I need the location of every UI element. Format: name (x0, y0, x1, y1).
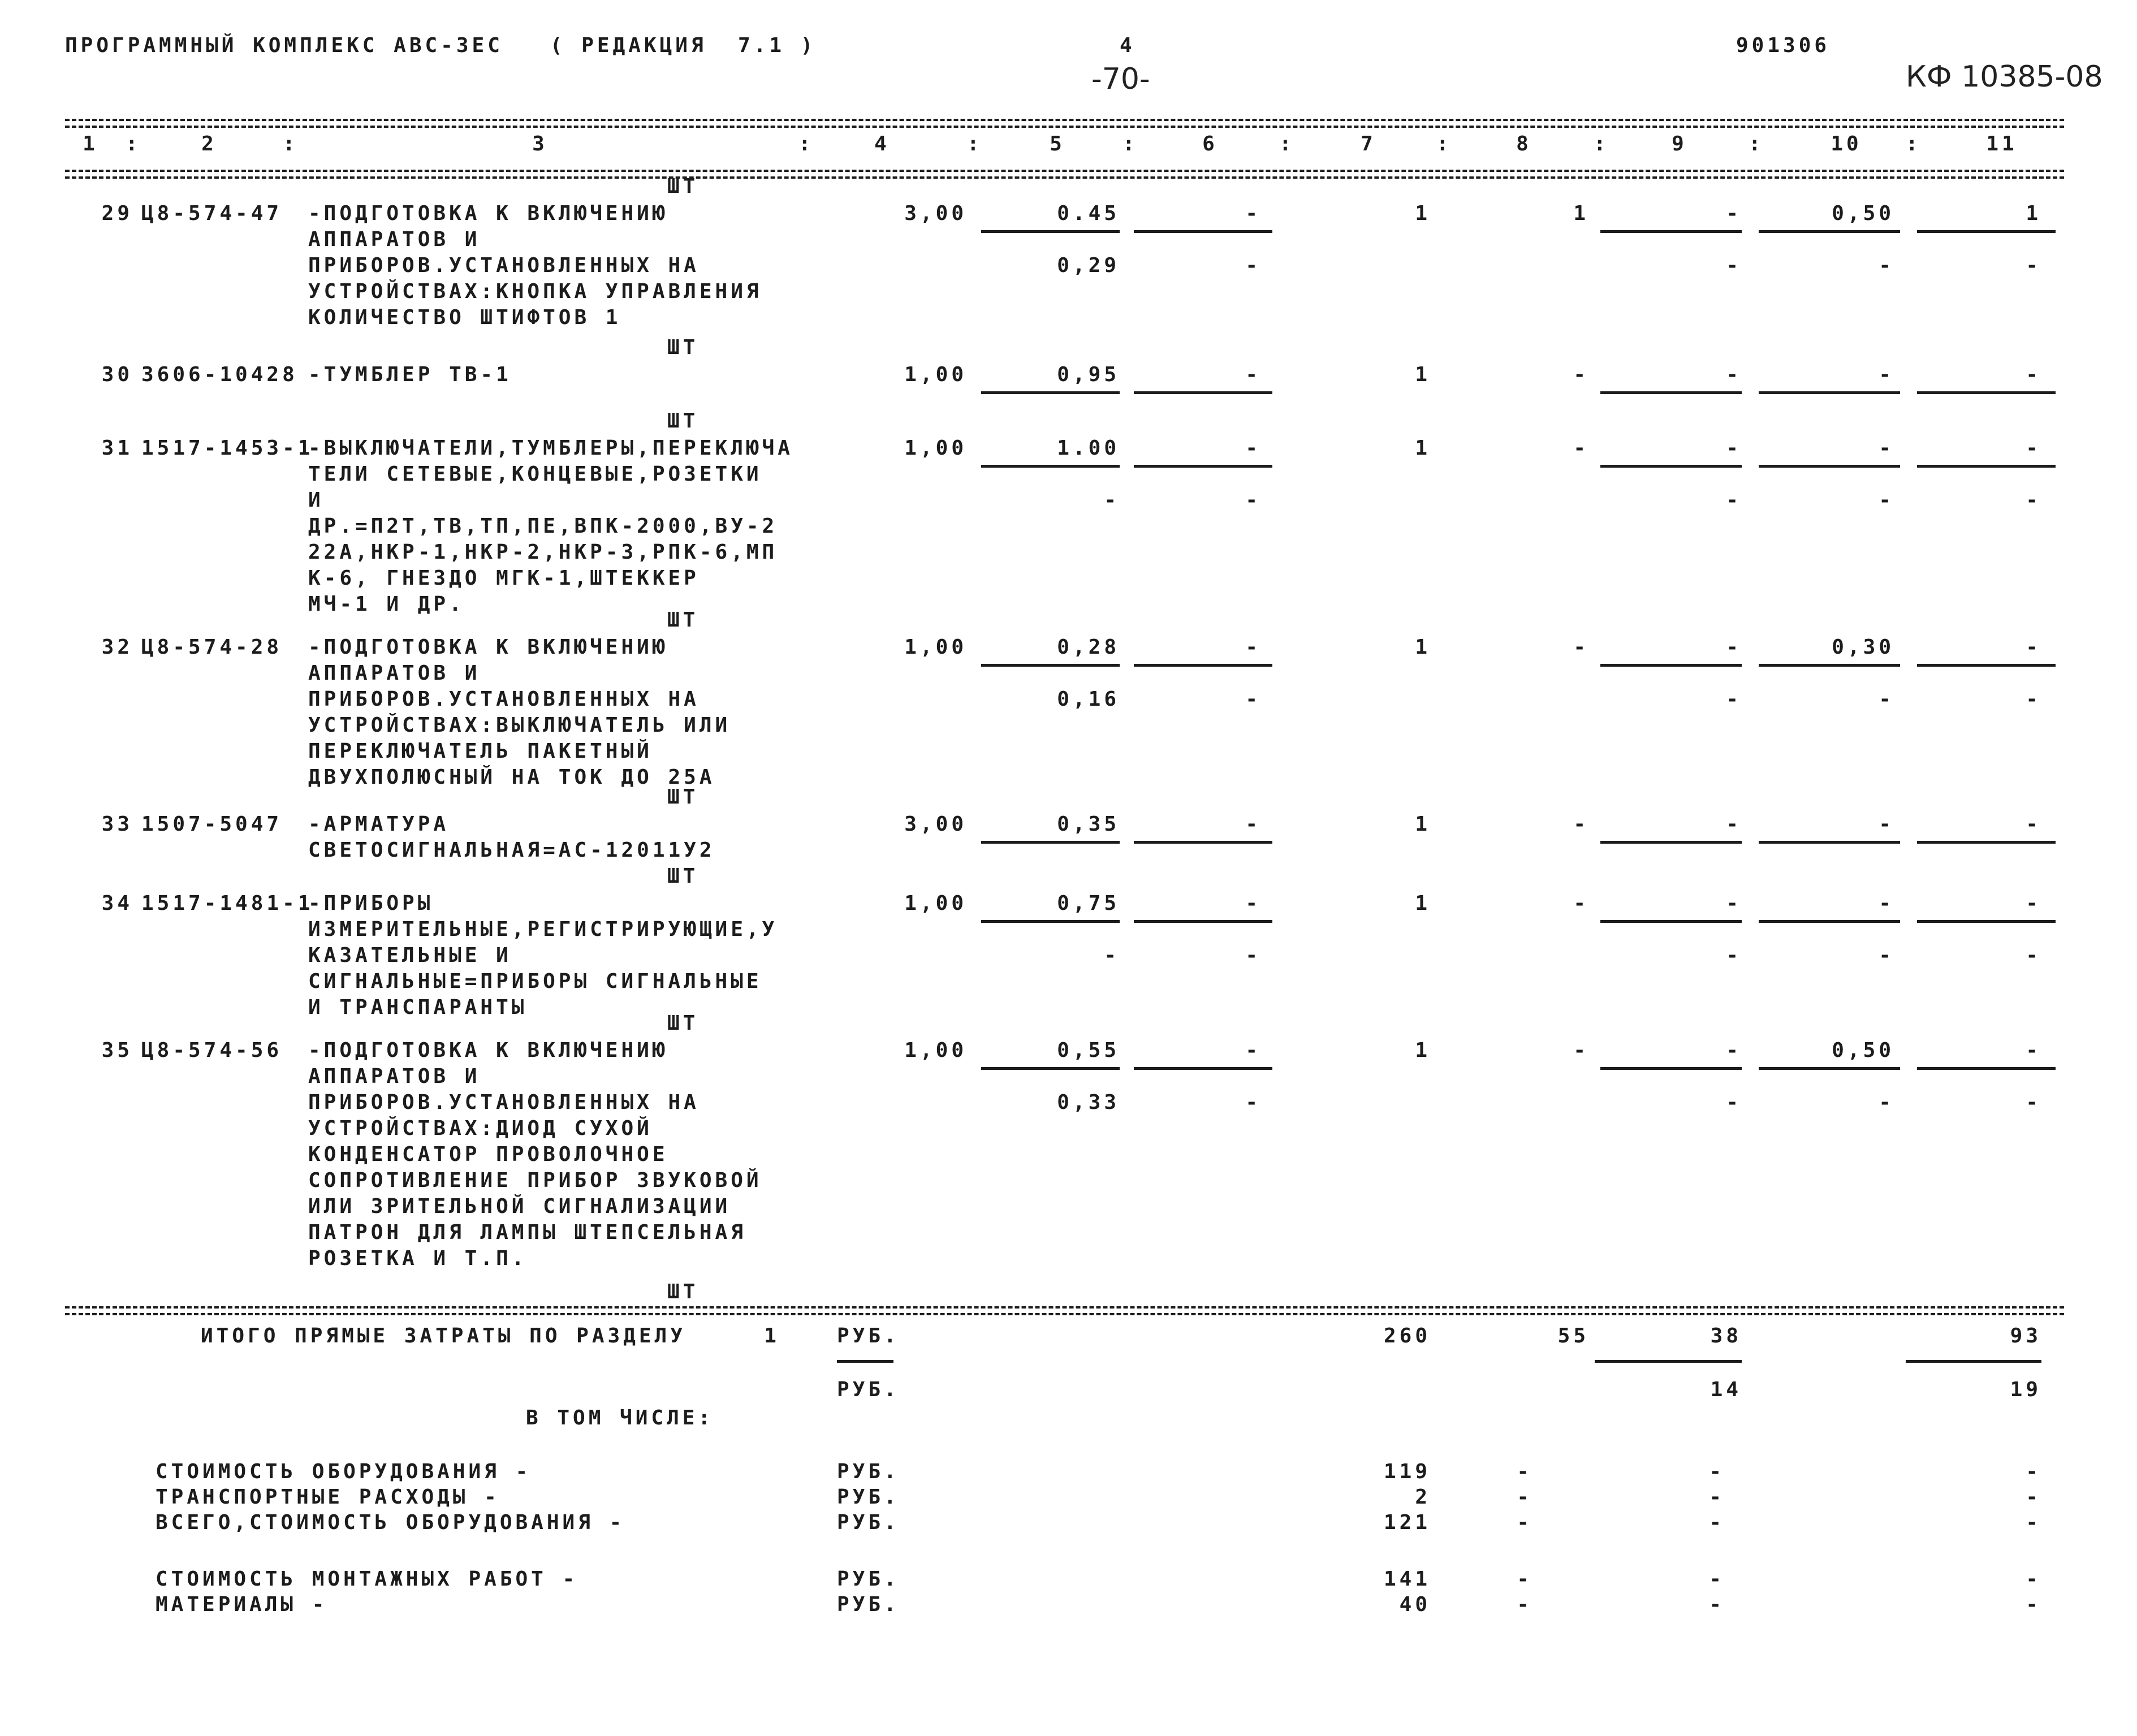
totals-rule-2 (65, 1313, 2064, 1315)
cell-col6: - (1245, 813, 1261, 836)
cell-divider (981, 391, 1120, 394)
totals-col8: 55 (1557, 1324, 1589, 1348)
cell-col8: - (1573, 363, 1589, 386)
cell-col9-second: - (1726, 944, 1742, 967)
summary-col11: - (2026, 1460, 2041, 1483)
cell-col5: 0,28 (1057, 636, 1120, 659)
col-header-4: 4 (874, 132, 890, 156)
cell-col8: - (1573, 437, 1589, 460)
cell-col9: - (1726, 892, 1742, 915)
program-title: ПРОГРАММНЫЙ КОМПЛЕКС АВС-ЗЕС ( РЕДАКЦИЯ 7.1 ) (65, 34, 817, 57)
cell-divider (1600, 391, 1742, 394)
summary-col9: - (1709, 1511, 1725, 1534)
cell-divider (981, 465, 1120, 468)
col-header-5: 5 (1050, 132, 1065, 156)
row-description: -ПОДГОТОВКА К ВКЛЮЧЕНИЮ АППАРАТОВ И ПРИБОРОВ.УСТАНОВЛЕННЫХ НА УСТРОЙСТВАХ:ВЫКЛЮЧАТЕЛЬ ИЛИ ПЕРЕКЛЮЧАТЕЛЬ ПАКЕТНЫЙ ДВУХПОЛЮСНЫЙ НА ТОК ДО 25А (308, 636, 731, 789)
cell-col10: - (1879, 892, 1894, 915)
row-description: -ПОДГОТОВКА К ВКЛЮЧЕНИЮ АППАРАТОВ И ПРИБОРОВ.УСТАНОВЛЕННЫХ НА УСТРОЙСТВАХ:КНОПКА УПРАВЛЕНИЯ КОЛИЧЕСТВО ШТИФТОВ 1 (308, 202, 762, 329)
cell-col4: 1,00 (904, 636, 967, 659)
cell-col7: 1 (1415, 363, 1431, 386)
cell-col5-second: - (1104, 489, 1120, 512)
cell-col5-second: 0,33 (1057, 1091, 1120, 1114)
row-number: 35 (101, 1039, 133, 1062)
summary-col9: - (1709, 1567, 1725, 1591)
cell-divider (1600, 841, 1742, 844)
header-rule-bottom (65, 170, 2064, 172)
cell-col10: 0,30 (1832, 636, 1894, 659)
cell-divider (981, 920, 1120, 923)
handwritten-document-code: КФ 10385-08 (1906, 60, 2103, 94)
cell-col10-second: - (1879, 688, 1894, 711)
cell-divider (1134, 1067, 1272, 1070)
cell-col9-second: - (1726, 254, 1742, 277)
cell-divider (1600, 920, 1742, 923)
cell-col8: - (1573, 636, 1589, 659)
cell-divider (1759, 664, 1900, 667)
cell-divider (1134, 230, 1272, 233)
unit-label: ШТ (667, 1012, 699, 1035)
summary-col7: 2 (1415, 1485, 1431, 1509)
cell-divider (1600, 1067, 1742, 1070)
cell-col9: - (1726, 363, 1742, 386)
cell-divider (981, 230, 1120, 233)
cell-col9-second: - (1726, 1091, 1742, 1114)
cell-col5: 0,95 (1057, 363, 1120, 386)
including-label: В ТОМ ЧИСЛЕ: (526, 1406, 714, 1430)
summary-label: МАТЕРИАЛЫ - (156, 1593, 328, 1616)
cell-divider (1759, 230, 1900, 233)
cell-col11: 1 (2026, 202, 2041, 225)
cell-col11: - (2026, 636, 2041, 659)
cell-divider (1759, 1067, 1900, 1070)
cell-col9: - (1726, 813, 1742, 836)
cell-divider (1134, 391, 1272, 394)
cell-col7: 1 (1415, 202, 1431, 225)
summary-col11: - (2026, 1567, 2041, 1591)
cell-divider (1134, 841, 1272, 844)
cell-col10-second: - (1879, 489, 1894, 512)
cell-col6-second: - (1245, 944, 1261, 967)
cell-divider (1134, 465, 1272, 468)
col-header-3: 3 (532, 132, 548, 156)
row-description: -ТУМБЛЕР ТВ-1 (308, 363, 512, 386)
summary-currency: РУБ. (837, 1485, 900, 1509)
summary-col8: - (1517, 1567, 1532, 1591)
col-header-7: 7 (1361, 132, 1376, 156)
cell-col6-second: - (1245, 254, 1261, 277)
summary-currency: РУБ. (837, 1593, 900, 1616)
cell-col5-second: 0,16 (1057, 688, 1120, 711)
header-rule-bottom-2 (65, 176, 2064, 179)
totals-col7: 260 (1383, 1324, 1431, 1348)
cell-divider (1917, 230, 2056, 233)
totals-col11-b: 19 (2010, 1378, 2041, 1401)
cell-col11: - (2026, 1039, 2041, 1062)
summary-label: ТРАНСПОРТНЫЕ РАСХОДЫ - (156, 1485, 500, 1509)
unit-label: ШТ (667, 409, 699, 433)
col-header-10: 10 (1831, 132, 1862, 156)
cell-col9: - (1726, 636, 1742, 659)
cell-col4: 1,00 (904, 892, 967, 915)
summary-currency: РУБ. (837, 1511, 900, 1534)
row-description: -ВЫКЛЮЧАТЕЛИ,ТУМБЛЕРЫ,ПЕРЕКЛЮЧА ТЕЛИ СЕТЕВЫЕ,КОНЦЕВЫЕ,РОЗЕТКИ И ДР.=П2Т,ТВ,ТП,ПЕ,ВПК-2000,ВУ-2 22А,НКР-1,НКР-2,НКР-3,РПК-6,МП К-6, ГНЕЗДО МГК-1,ШТЕККЕР МЧ-1 И ДР. (308, 437, 793, 616)
cell-col5-second: - (1104, 944, 1120, 967)
cell-col7: 1 (1415, 437, 1431, 460)
summary-currency: РУБ. (837, 1460, 900, 1483)
cell-col4: 3,00 (904, 202, 967, 225)
cell-divider (1134, 920, 1272, 923)
cell-divider (1917, 1067, 2056, 1070)
cell-divider (1759, 465, 1900, 468)
summary-col7: 40 (1399, 1593, 1431, 1616)
cell-divider (1917, 465, 2056, 468)
cell-col4: 1,00 (904, 437, 967, 460)
cell-col9-second: - (1726, 688, 1742, 711)
summary-col11: - (2026, 1511, 2041, 1534)
summary-col11: - (2026, 1485, 2041, 1509)
summary-col9: - (1709, 1460, 1725, 1483)
cell-divider (1917, 841, 2056, 844)
summary-label: ВСЕГО,СТОИМОСТЬ ОБОРУДОВАНИЯ - (156, 1511, 625, 1534)
cell-divider (1917, 391, 2056, 394)
cell-divider (1134, 664, 1272, 667)
row-number: 34 (101, 892, 133, 915)
cell-divider (1759, 920, 1900, 923)
cell-col6: - (1245, 437, 1261, 460)
cell-divider (1759, 391, 1900, 394)
summary-col7: 141 (1383, 1567, 1431, 1591)
cell-divider (981, 841, 1120, 844)
cell-divider (981, 1067, 1120, 1070)
summary-col7: 119 (1383, 1460, 1431, 1483)
cell-col11-second: - (2026, 1091, 2041, 1114)
cell-col7: 1 (1415, 636, 1431, 659)
cell-col5: 0,35 (1057, 813, 1120, 836)
cell-col9: - (1726, 437, 1742, 460)
row-description: -АРМАТУРА СВЕТОСИГНАЛЬНАЯ=АС-12011У2 (308, 813, 715, 862)
cell-divider (981, 664, 1120, 667)
cell-col8: - (1573, 813, 1589, 836)
summary-col9: - (1709, 1485, 1725, 1509)
cell-divider (1600, 465, 1742, 468)
cell-col11: - (2026, 363, 2041, 386)
cell-col10-second: - (1879, 1091, 1894, 1114)
cell-col8: - (1573, 892, 1589, 915)
unit-label: ШТ (667, 336, 699, 359)
cell-col4: 1,00 (904, 363, 967, 386)
cell-col6-second: - (1245, 688, 1261, 711)
row-number: 33 (101, 813, 133, 836)
cell-col6: - (1245, 892, 1261, 915)
cell-col10: 0,50 (1832, 202, 1894, 225)
totals-col11: 93 (2010, 1324, 2041, 1348)
cell-col4: 3,00 (904, 813, 967, 836)
summary-col9: - (1709, 1593, 1725, 1616)
cell-col11-second: - (2026, 688, 2041, 711)
cell-col8: - (1573, 1039, 1589, 1062)
row-number: 30 (101, 363, 133, 386)
cell-col9: - (1726, 202, 1742, 225)
row-description: -ПОДГОТОВКА К ВКЛЮЧЕНИЮ АППАРАТОВ И ПРИБОРОВ.УСТАНОВЛЕННЫХ НА УСТРОЙСТВАХ:ДИОД СУХОЙ КОНДЕНСАТОР ПРОВОЛОЧНОЕ СОПРОТИВЛЕНИЕ ПРИБОР ЗВУКОВОЙ ИЛИ ЗРИТЕЛЬНОЙ СИГНАЛИЗАЦИИ ПАТРОН ДЛЯ ЛАМПЫ ШТЕПСЕЛЬНАЯ РОЗЕТКА И Т.П. (308, 1039, 762, 1270)
cell-col6: - (1245, 1039, 1261, 1062)
col-header-9: 9 (1672, 132, 1687, 156)
cell-col11: - (2026, 813, 2041, 836)
cell-col6: - (1245, 363, 1261, 386)
col-header-1: 1 (83, 132, 98, 156)
cell-col4: 1,00 (904, 1039, 967, 1062)
summary-col7: 121 (1383, 1511, 1431, 1534)
totals-rule (65, 1306, 2064, 1309)
totals-col9: 38 (1710, 1324, 1742, 1348)
cell-col5: 0,55 (1057, 1039, 1120, 1062)
col-header-2: 2 (201, 132, 217, 156)
unit-label: ШТ (667, 175, 699, 198)
cell-col11: - (2026, 437, 2041, 460)
cell-col7: 1 (1415, 813, 1431, 836)
row-code: 1507-5047 (141, 813, 283, 836)
cell-col6-second: - (1245, 489, 1261, 512)
summary-col8: - (1517, 1593, 1532, 1616)
col-header-8: 8 (1516, 132, 1532, 156)
cell-divider (1917, 920, 2056, 923)
cell-col5: 1.00 (1057, 437, 1120, 460)
cell-col7: 1 (1415, 892, 1431, 915)
cell-divider (1917, 664, 2056, 667)
row-number: 31 (101, 437, 133, 460)
row-number: 32 (101, 636, 133, 659)
cell-col5-second: 0,29 (1057, 254, 1120, 277)
summary-label: СТОИМОСТЬ ОБОРУДОВАНИЯ - (156, 1460, 532, 1483)
summary-col11: - (2026, 1593, 2041, 1616)
col-header-11: 11 (1986, 132, 2018, 156)
cell-col11-second: - (2026, 489, 2041, 512)
cell-col10: - (1879, 813, 1894, 836)
totals-label: ИТОГО ПРЯМЫЕ ЗАТРАТЫ ПО РАЗДЕЛУ 1 (201, 1324, 780, 1348)
row-code: 1517-1453-1 (141, 437, 314, 460)
handwritten-page-number: -70- (1091, 62, 1150, 96)
cell-col7: 1 (1415, 1039, 1431, 1062)
unit-label: ШТ (667, 865, 699, 888)
unit-label: ШТ (667, 608, 699, 632)
cell-col11: - (2026, 892, 2041, 915)
cell-divider (1600, 230, 1742, 233)
document-code: 901306 (1736, 34, 1831, 57)
cell-col6: - (1245, 202, 1261, 225)
unit-label: ШТ (667, 785, 699, 809)
row-code: 3606-10428 (141, 363, 298, 386)
summary-col8: - (1517, 1511, 1532, 1534)
totals-col9-b: 14 (1710, 1378, 1742, 1401)
header-rule-top (65, 119, 2064, 121)
cell-col10-second: - (1879, 254, 1894, 277)
cell-divider (1600, 664, 1742, 667)
cell-col6: - (1245, 636, 1261, 659)
summary-col8: - (1517, 1485, 1532, 1509)
totals-currency-2: РУБ. (837, 1378, 900, 1401)
cell-divider (1759, 841, 1900, 844)
cell-col10-second: - (1879, 944, 1894, 967)
cell-col8: 1 (1573, 202, 1589, 225)
summary-label: СТОИМОСТЬ МОНТАЖНЫХ РАБОТ - (156, 1567, 578, 1591)
cell-col10: 0,50 (1832, 1039, 1894, 1062)
row-number: 29 (101, 202, 133, 225)
row-code: Ц8-574-56 (141, 1039, 283, 1062)
cell-col11-second: - (2026, 944, 2041, 967)
cell-col11-second: - (2026, 254, 2041, 277)
summary-currency: РУБ. (837, 1567, 900, 1591)
cell-col9: - (1726, 1039, 1742, 1062)
summary-col8: - (1517, 1460, 1532, 1483)
cell-col10: - (1879, 363, 1894, 386)
cell-col9-second: - (1726, 489, 1742, 512)
cell-col10: - (1879, 437, 1894, 460)
row-code: Ц8-574-28 (141, 636, 283, 659)
totals-currency: РУБ. (837, 1324, 900, 1348)
page-number: 4 (1120, 34, 1136, 57)
unit-label: ШТ (667, 1280, 699, 1303)
col-header-6: 6 (1202, 132, 1218, 156)
cell-col6-second: - (1245, 1091, 1261, 1114)
row-description: -ПРИБОРЫ ИЗМЕРИТЕЛЬНЫЕ,РЕГИСТРИРУЮЩИЕ,У КАЗАТЕЛЬНЫЕ И СИГНАЛЬНЫЕ=ПРИБОРЫ СИГНАЛЬНЫЕ И ТРАНСПАРАНТЫ (308, 892, 778, 1019)
cell-col5: 0.45 (1057, 202, 1120, 225)
header-rule-top-2 (65, 126, 2064, 128)
row-code: 1517-1481-1 (141, 892, 314, 915)
row-code: Ц8-574-47 (141, 202, 283, 225)
cell-col5: 0,75 (1057, 892, 1120, 915)
